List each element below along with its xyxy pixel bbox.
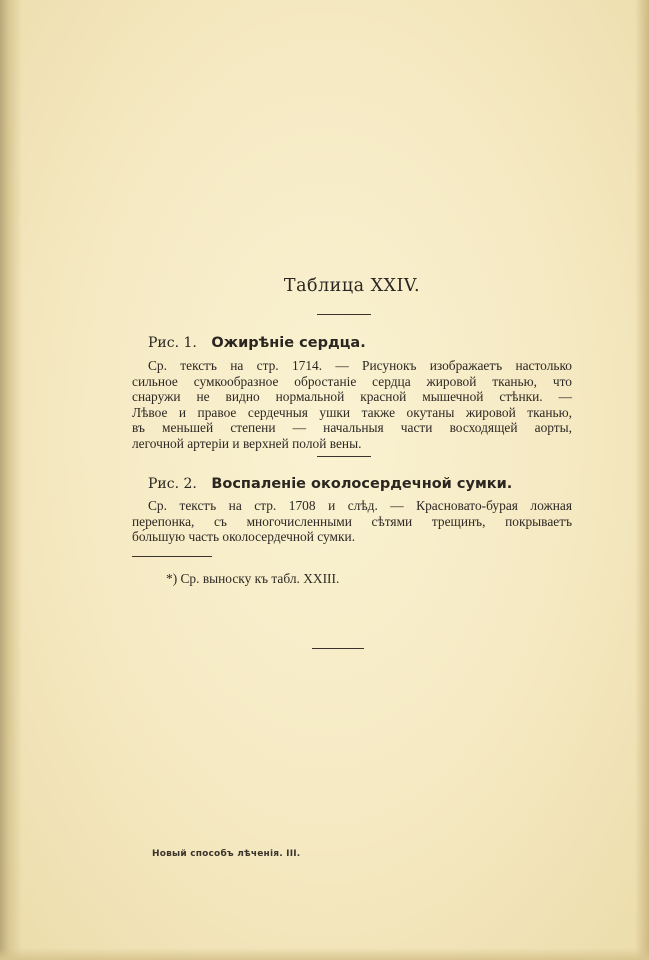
section-divider: [317, 456, 371, 457]
figure-1-description: [132, 358, 572, 452]
page-right-edge: [635, 0, 649, 960]
figure-1-line: снаружи не видно нормальной красной мышечной стѣнки. —: [132, 389, 572, 405]
end-divider: [312, 648, 364, 649]
figure-1-line: сильное сумкообразное обростаніе сердца жировой тканью, что: [132, 373, 572, 389]
figure-1-line: легочной артеріи и верхней полой вены.: [132, 435, 362, 451]
figure-1-heading: Ожирѣніе сердца.: [211, 335, 366, 351]
page-binding-shadow: [0, 0, 22, 960]
printer-imprint: Новый способъ лѣченія. III.: [152, 849, 301, 859]
footnote: *) Ср. выноску къ табл. XXIII.: [166, 571, 340, 586]
figure-1-caption: [148, 335, 366, 351]
figure-1-line: въ меньшей степени — начальныя части восходящей аорты,: [132, 420, 572, 436]
figure-2-line: бо́льшую часть околосердечной сумки.: [132, 529, 356, 545]
figure-1-line: Лѣвое и правое сердечныя ушки также окутаны жировой тканью,: [132, 404, 572, 420]
footnote-rule: [132, 556, 212, 557]
figure-2-heading: Воспаленіе околосердечной сумки.: [211, 476, 513, 492]
figure-1-number: Рис. 1.: [148, 335, 197, 351]
figure-1-line: Ср. текстъ на стр. 1714. — Рисунокъ изображаетъ настолько: [148, 358, 572, 373]
figure-2-line: Ср. текстъ на стр. 1708 и слѣд. — Красновато-бурая ложная: [148, 498, 572, 513]
figure-2-description: [132, 498, 572, 545]
page-title: Таблица XXIV.: [283, 276, 421, 296]
figure-2-caption: [148, 476, 512, 492]
figure-2-line: перепонка, съ многочисленными сѣтями трещинъ, покрываетъ: [132, 513, 572, 529]
page-bottom-edge: [0, 948, 649, 960]
title-divider: [317, 314, 371, 315]
figure-2-number: Рис. 2.: [148, 476, 197, 492]
